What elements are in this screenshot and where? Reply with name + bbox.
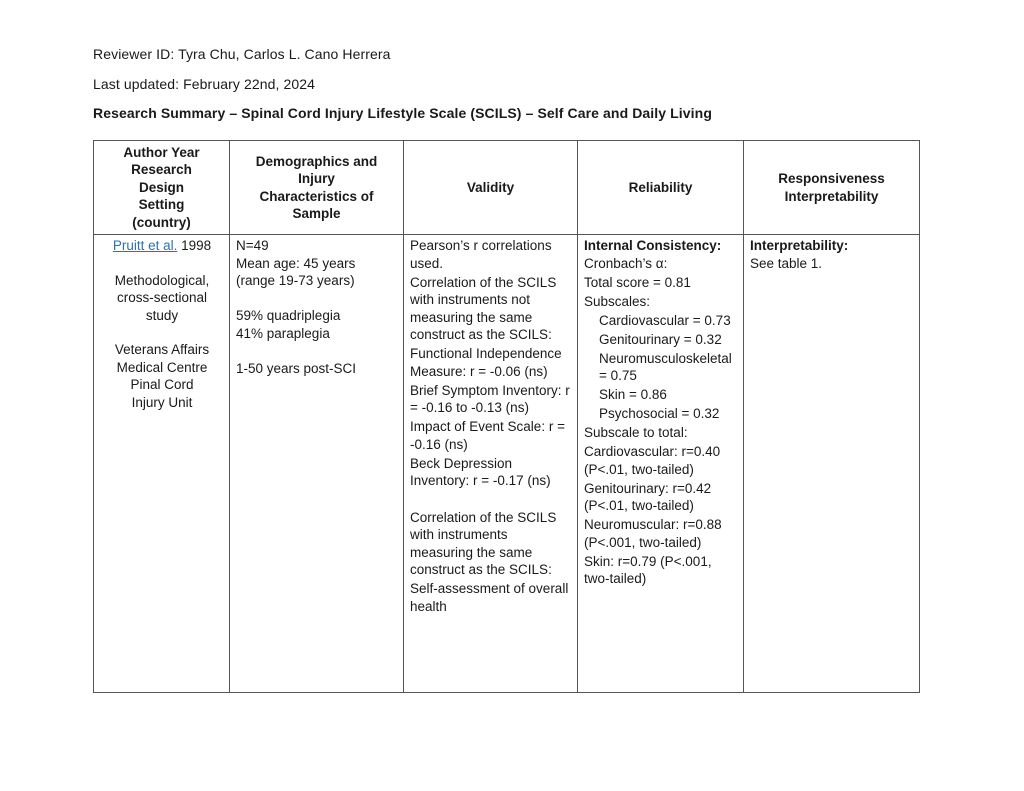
header-line: Interpretability	[784, 188, 879, 204]
header-line: Demographics and	[255, 153, 378, 169]
interpretability-heading: Interpretability:	[750, 238, 849, 253]
reliability-line: Skin = 0.86	[599, 387, 667, 402]
reliability-line: Psychosocial = 0.32	[599, 406, 720, 421]
citation-year: 1998	[177, 238, 212, 253]
table-header-row	[94, 141, 920, 235]
header-line: Author Year	[123, 144, 200, 160]
validity-paragraph: Correlation of the SCILS with instruments not measuring the same construct as the SCILS:	[410, 274, 557, 342]
cell-responsiveness	[744, 235, 920, 693]
reliability-line: Subscales:	[584, 293, 651, 309]
header-validity	[404, 141, 578, 235]
header-author-year	[94, 141, 230, 235]
reviewer-id: Reviewer ID: Tyra Chu, Carlos L. Cano Herrera	[93, 46, 391, 62]
reliability-line: Cardiovascular = 0.73	[599, 312, 731, 328]
header-line: Validity	[466, 179, 515, 195]
study-design	[100, 272, 224, 325]
reliability-line: Cronbach’s α:	[584, 255, 668, 271]
demographics-line: Mean age: 45 years	[236, 255, 356, 271]
setting-line: Pinal Cord	[130, 377, 194, 392]
header-line: (country)	[132, 214, 191, 230]
validity-paragraph: Beck Depression Inventory: r = -0.17 (ns)	[410, 455, 551, 488]
header-line: Setting	[138, 197, 185, 213]
header-line: Characteristics of	[259, 188, 374, 204]
setting-line: Veterans Affairs	[114, 342, 210, 357]
cell-author	[94, 235, 230, 693]
validity-paragraph: Self-assessment of overall health	[410, 581, 569, 614]
header-line: Responsiveness	[778, 171, 885, 186]
spacer	[236, 342, 398, 360]
design-line: Methodological,	[114, 272, 210, 288]
reliability-line: Genitourinary: r=0.42 (P<.01, two-tailed)	[584, 480, 712, 513]
demographics-line: 41% paraplegia	[236, 325, 330, 341]
reliability-heading: Internal Consistency:	[584, 238, 722, 253]
header-line: Design	[138, 179, 184, 195]
header-reliability	[578, 141, 744, 235]
demographics-line: 59% quadriplegia	[236, 308, 341, 323]
citation-link[interactable]: Pruitt et al.	[112, 238, 178, 253]
validity-paragraph: Correlation of the SCILS with instruments measuring the same construct as the SCILS:	[410, 509, 557, 577]
interpretability-text: See table 1.	[750, 255, 823, 271]
reliability-line: Subscale to total:	[584, 425, 688, 440]
reliability-line: Cardiovascular: r=0.40 (P<.01, two-tailed)	[584, 444, 721, 477]
reliability-line: Neuromusculoskeletal = 0.75	[599, 350, 732, 383]
page-title: Research Summary – Spinal Cord Injury Lifestyle Scale (SCILS) – Self Care and Daily Living	[93, 105, 712, 121]
validity-paragraph: Brief Symptom Inventory: r = -0.16 to -0.13 (ns)	[410, 382, 570, 415]
cell-demographics	[230, 235, 404, 693]
design-line: cross-sectional	[116, 290, 208, 305]
demographics-line: 1-50 years post-SCI	[236, 360, 357, 376]
reliability-line: Neuromuscular: r=0.88 (P<.001, two-tailed)	[584, 517, 722, 550]
header-line: Sample	[292, 206, 341, 221]
header-line: Reliability	[628, 179, 693, 195]
design-line: study	[145, 307, 179, 323]
setting-line: Medical Centre	[116, 359, 208, 375]
citation	[100, 237, 224, 255]
demographics-line: (range 19-73 years)	[236, 273, 355, 288]
cell-validity	[404, 235, 578, 693]
cell-reliability	[578, 235, 744, 693]
validity-paragraph: Impact of Event Scale: r = -0.16 (ns)	[410, 419, 565, 452]
research-summary-table	[93, 140, 920, 693]
validity-paragraph: Pearson’s r correlations used.	[410, 238, 552, 271]
validity-paragraph: Functional Independence Measure: r = -0.06 (ns)	[410, 346, 562, 379]
table-row	[94, 235, 920, 693]
spacer	[410, 491, 572, 509]
setting-line: Injury Unit	[131, 394, 193, 410]
reliability-line: Skin: r=0.79 (P<.001, two-tailed)	[584, 553, 712, 586]
header-demographics	[230, 141, 404, 235]
study-setting	[100, 341, 224, 411]
reliability-line: Genitourinary = 0.32	[599, 331, 722, 347]
header-responsiveness	[744, 141, 920, 235]
header-line: Injury	[298, 171, 335, 186]
spacer	[236, 290, 398, 308]
reliability-line: Total score = 0.81	[584, 274, 691, 290]
header-line: Research	[131, 162, 192, 178]
last-updated: Last updated: February 22nd, 2024	[93, 76, 316, 92]
demographics-line: N=49	[236, 238, 269, 253]
